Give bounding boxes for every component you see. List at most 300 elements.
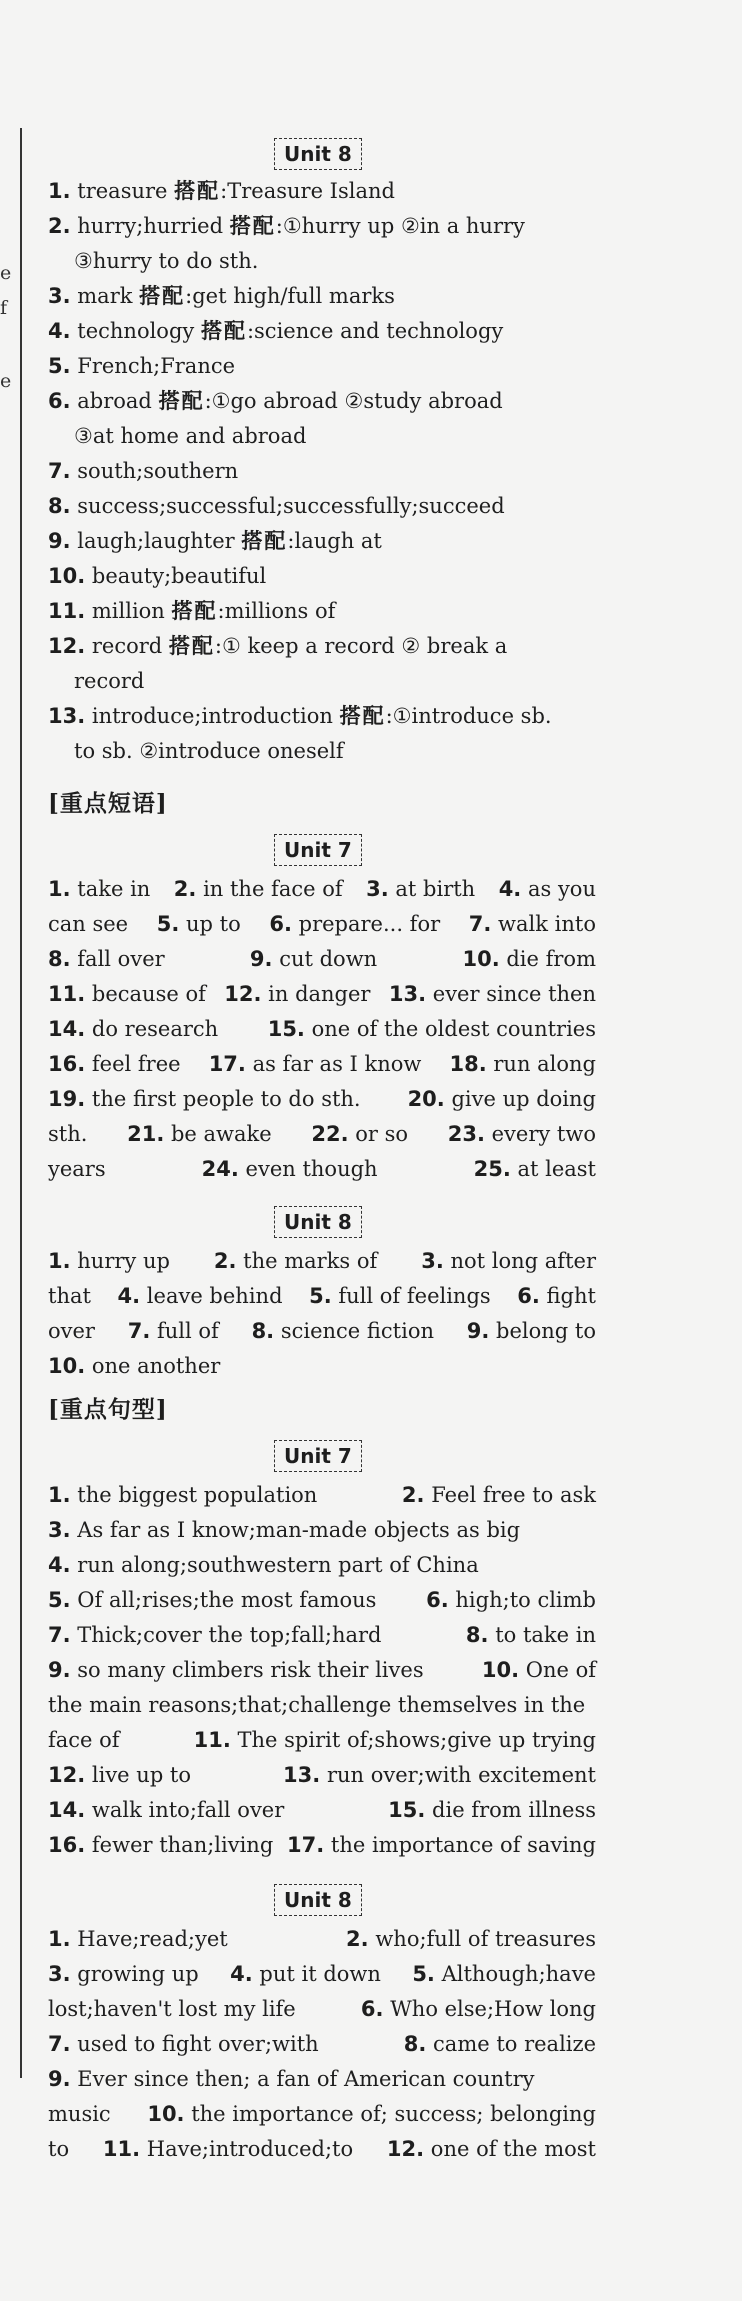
item-number: 6. bbox=[269, 912, 292, 936]
answer-item bbox=[389, 977, 596, 1011]
item-number: 6. bbox=[48, 389, 71, 413]
item-number: 13. bbox=[388, 982, 427, 1006]
item-number: 7. bbox=[48, 1623, 71, 1647]
answer-item bbox=[224, 977, 370, 1011]
answer-text: fall over bbox=[77, 947, 165, 971]
item-number: 1. bbox=[48, 1249, 71, 1273]
answer-text: to take in bbox=[495, 1623, 596, 1647]
item-number: 10. bbox=[147, 2102, 185, 2126]
vocab-word: beauty;beautiful bbox=[85, 564, 267, 588]
unit-7-heading: Unit 7 bbox=[274, 834, 362, 866]
item-number: 13. bbox=[48, 704, 86, 728]
answer-item bbox=[48, 2067, 534, 2091]
item-number: 24. bbox=[201, 1157, 239, 1181]
answer-text: lost;haven't lost my life bbox=[48, 1997, 296, 2021]
answer-text: who;full of treasures bbox=[375, 1927, 596, 1951]
item-number: 2. bbox=[346, 1927, 369, 1951]
answer-text: cut down bbox=[279, 947, 378, 971]
answer-text: Of all;rises;the most famous bbox=[77, 1588, 377, 1612]
item-number: 1. bbox=[48, 1483, 71, 1507]
answer-line bbox=[48, 1244, 596, 1278]
answer-text: years bbox=[48, 1157, 106, 1181]
answer-text: prepare... for bbox=[298, 912, 441, 936]
answer-item bbox=[366, 872, 475, 906]
collocation-label: 搭配 bbox=[174, 178, 221, 203]
collocation-continued: ③at home and abroad bbox=[74, 424, 307, 448]
answer-text: As far as I know;man-made objects as big bbox=[77, 1518, 521, 1542]
item-number: 5. bbox=[156, 912, 180, 936]
item-number: 3. bbox=[421, 1249, 444, 1273]
item-number: 2. bbox=[173, 877, 197, 901]
answer-text: sth. bbox=[48, 1122, 88, 1146]
answer-item bbox=[387, 2132, 596, 2166]
unit-7-heading: Unit 7 bbox=[274, 1440, 362, 1472]
answer-text: put it down bbox=[259, 1962, 381, 1986]
answer-text: as far as I know bbox=[252, 1052, 422, 1076]
collocation-text: get high/full marks bbox=[192, 284, 395, 308]
item-number: 18. bbox=[449, 1052, 487, 1076]
item-number: 9. bbox=[48, 2067, 71, 2091]
item-number: 2. bbox=[401, 1483, 425, 1507]
unit-8-heading: Unit 8 bbox=[274, 1884, 362, 1916]
answer-text: science fiction bbox=[280, 1319, 435, 1343]
answer-text: run along;southwestern part of China bbox=[77, 1553, 479, 1577]
answer-line bbox=[48, 1279, 596, 1313]
item-number: 22. bbox=[311, 1122, 349, 1146]
answer-text: Ever since then; a fan of American country bbox=[77, 2067, 535, 2091]
vocab-word: success;successful;successfully;succeed bbox=[70, 494, 505, 518]
item-number: 4. bbox=[230, 1962, 253, 1986]
answer-item bbox=[147, 2097, 596, 2131]
answer-item bbox=[269, 907, 440, 941]
answer-item bbox=[194, 1723, 596, 1757]
answer-text: Although;have bbox=[441, 1962, 596, 1986]
answer-line bbox=[74, 419, 306, 453]
answer-text: one another bbox=[91, 1354, 221, 1378]
answer-item bbox=[48, 1314, 95, 1348]
margin-fragment: e bbox=[0, 370, 12, 392]
vocab-word: record bbox=[85, 634, 163, 658]
answer-text: because of bbox=[91, 982, 206, 1006]
answer-item bbox=[214, 1244, 377, 1278]
item-number: 8. bbox=[48, 947, 71, 971]
answer-text: live up to bbox=[91, 1763, 192, 1787]
item-number: 17. bbox=[208, 1052, 246, 1076]
answer-line bbox=[48, 1152, 596, 1186]
answer-item bbox=[118, 1279, 283, 1313]
section-sentences-heading: [重点句型] bbox=[48, 1396, 168, 1423]
answer-line: 11. million 搭配:millions of bbox=[48, 598, 336, 623]
item-number: 21. bbox=[127, 1122, 165, 1146]
vocab-word: French;France bbox=[70, 354, 236, 378]
item-number: 12. bbox=[224, 982, 262, 1006]
answer-item bbox=[474, 1152, 596, 1186]
answer-item bbox=[48, 1583, 376, 1617]
answer-text: face of bbox=[48, 1728, 120, 1752]
item-number: 7. bbox=[48, 2032, 71, 2056]
answer-line bbox=[48, 1478, 596, 1512]
answer-text: belong to bbox=[496, 1319, 596, 1343]
answer-text: fight bbox=[546, 1284, 596, 1308]
answer-item bbox=[402, 1478, 596, 1512]
item-number: 23. bbox=[447, 1122, 485, 1146]
item-number: 5. bbox=[412, 1962, 435, 1986]
answer-line bbox=[48, 489, 505, 523]
item-number: 8. bbox=[48, 494, 71, 518]
item-number: 9. bbox=[48, 529, 71, 553]
answer-item bbox=[48, 2027, 319, 2061]
answer-text: hurry up bbox=[77, 1249, 170, 1273]
answer-text: high;to climb bbox=[455, 1588, 596, 1612]
answer-item bbox=[48, 1047, 181, 1081]
item-number: 10. bbox=[462, 947, 500, 971]
answer-line bbox=[48, 1828, 596, 1862]
answer-item bbox=[426, 1583, 596, 1617]
answer-line bbox=[48, 872, 596, 906]
answer-item bbox=[48, 907, 128, 941]
item-number: 3. bbox=[48, 284, 71, 308]
answer-item bbox=[404, 2027, 596, 2061]
answer-item bbox=[421, 1244, 596, 1278]
vocab-word: technology bbox=[70, 319, 195, 343]
answer-text: fewer than;living bbox=[91, 1833, 274, 1857]
answer-text: Feel free to ask bbox=[431, 1483, 596, 1507]
item-number: 8. bbox=[251, 1319, 275, 1343]
answer-item bbox=[412, 1957, 596, 1991]
item-number: 2. bbox=[48, 214, 71, 238]
answer-line bbox=[48, 1548, 479, 1582]
item-number: 8. bbox=[465, 1623, 489, 1647]
answer-text: Thick;cover the top;fall;hard bbox=[77, 1623, 382, 1647]
item-number: 11. bbox=[193, 1728, 231, 1752]
answer-item bbox=[103, 2132, 353, 2166]
answer-text: at least bbox=[517, 1157, 596, 1181]
item-number: 11. bbox=[48, 599, 86, 623]
answer-item bbox=[48, 1693, 585, 1717]
answer-text: Have;introduced;to bbox=[146, 2137, 354, 2161]
item-number: 25. bbox=[473, 1157, 511, 1181]
item-number: 19. bbox=[48, 1087, 86, 1111]
answer-text: take in bbox=[77, 877, 151, 901]
item-number: 4. bbox=[48, 319, 71, 343]
answer-text: the importance of saving bbox=[330, 1833, 596, 1857]
answer-text: came to realize bbox=[433, 2032, 596, 2056]
item-number: 6. bbox=[360, 1997, 384, 2021]
margin-rule bbox=[20, 128, 22, 2078]
item-number: 11. bbox=[102, 2137, 141, 2161]
vocab-word: million bbox=[85, 599, 165, 623]
answer-item bbox=[517, 1279, 596, 1313]
answer-text: can see bbox=[48, 912, 129, 936]
item-number: 13. bbox=[283, 1763, 321, 1787]
answer-item bbox=[467, 1314, 596, 1348]
item-number: 10. bbox=[48, 564, 86, 588]
answer-text: give up doing bbox=[451, 1087, 596, 1111]
answer-item bbox=[469, 907, 596, 941]
collocation-label: 搭配 bbox=[139, 283, 186, 308]
answer-item bbox=[482, 1653, 596, 1687]
item-number: 15. bbox=[388, 1798, 426, 1822]
answer-line bbox=[48, 942, 596, 976]
answer-line bbox=[48, 1992, 596, 2026]
item-number: 14. bbox=[48, 1017, 86, 1041]
item-number: 3. bbox=[48, 1962, 71, 1986]
answer-text: even though bbox=[245, 1157, 378, 1181]
answer-line bbox=[48, 2132, 596, 2166]
item-number: 9. bbox=[48, 1658, 71, 1682]
item-number: 5. bbox=[309, 1284, 332, 1308]
item-number: 17. bbox=[287, 1833, 325, 1857]
vocab-word: introduce;introduction bbox=[85, 704, 333, 728]
item-number: 12. bbox=[48, 1763, 86, 1787]
item-number: 4. bbox=[117, 1284, 141, 1308]
answer-text: leave behind bbox=[146, 1284, 283, 1308]
answer-line: 9. laugh;laughter 搭配:laugh at bbox=[48, 528, 382, 553]
answer-text: to bbox=[48, 2137, 70, 2161]
collocation-text: ①introduce sb. bbox=[392, 704, 552, 728]
answer-line: 6. abroad 搭配:①go abroad ②study abroad bbox=[48, 388, 503, 413]
answer-text: or so bbox=[355, 1122, 409, 1146]
answer-line bbox=[48, 1012, 596, 1046]
item-number: 20. bbox=[407, 1087, 445, 1111]
answer-line bbox=[48, 2097, 596, 2131]
answer-line bbox=[48, 1793, 596, 1827]
item-number: 1. bbox=[48, 877, 71, 901]
margin-fragment: f bbox=[0, 297, 8, 319]
answer-text: not long after bbox=[450, 1249, 596, 1273]
vocab-word: hurry;hurried bbox=[70, 214, 224, 238]
item-number: 2. bbox=[213, 1249, 237, 1273]
answer-line bbox=[48, 1618, 596, 1652]
item-number: 4. bbox=[498, 877, 522, 901]
answer-text: in danger bbox=[268, 982, 371, 1006]
answer-line bbox=[48, 1314, 596, 1348]
vocab-word: abroad bbox=[70, 389, 152, 413]
answer-item bbox=[48, 1012, 218, 1046]
answer-text: growing up bbox=[77, 1962, 199, 1986]
answer-text: one of the most bbox=[430, 2137, 596, 2161]
answer-line: 13. introduce;introduction 搭配:①introduce sb. bbox=[48, 703, 552, 728]
answer-item bbox=[48, 1618, 382, 1652]
item-number: 3. bbox=[48, 1518, 71, 1542]
item-number: 7. bbox=[468, 912, 492, 936]
answer-line bbox=[48, 1957, 596, 1991]
answer-item bbox=[287, 1828, 596, 1862]
answer-item bbox=[48, 1354, 220, 1378]
answer-item bbox=[128, 1314, 219, 1348]
answer-text: full of feelings bbox=[338, 1284, 491, 1308]
answer-text: in the face of bbox=[203, 877, 343, 901]
answer-item bbox=[48, 2132, 69, 2166]
collocation-label: 搭配 bbox=[241, 528, 288, 553]
item-number: 15. bbox=[267, 1017, 305, 1041]
item-number: 7. bbox=[127, 1319, 151, 1343]
collocation-text: millions of bbox=[224, 599, 336, 623]
answer-line bbox=[48, 1583, 596, 1617]
answer-item bbox=[48, 1279, 91, 1313]
answer-text: ever since then bbox=[432, 982, 596, 1006]
item-number: 10. bbox=[481, 1658, 520, 1682]
answer-line bbox=[48, 977, 596, 1011]
answer-item bbox=[48, 1518, 520, 1542]
answer-line bbox=[48, 454, 238, 488]
answer-item bbox=[48, 1957, 199, 1991]
unit-8-heading: Unit 8 bbox=[274, 138, 362, 170]
answer-line bbox=[48, 907, 596, 941]
answer-line bbox=[48, 559, 266, 593]
answer-line: 2. hurry;hurried 搭配:①hurry up ②in a hurry bbox=[48, 213, 525, 238]
answer-item bbox=[48, 1478, 317, 1512]
item-number: 16. bbox=[48, 1052, 86, 1076]
answer-text: run along bbox=[493, 1052, 596, 1076]
answer-item bbox=[388, 1793, 596, 1827]
answer-item bbox=[250, 942, 377, 976]
vocab-word: mark bbox=[70, 284, 133, 308]
item-number: 11. bbox=[48, 982, 86, 1006]
item-number: 12. bbox=[48, 634, 86, 658]
answer-item bbox=[48, 1653, 424, 1687]
answer-line: 3. mark 搭配:get high/full marks bbox=[48, 283, 395, 308]
collocation-continued: ③hurry to do sth. bbox=[74, 249, 259, 273]
answer-item bbox=[127, 1117, 272, 1151]
answer-text: One of bbox=[525, 1658, 596, 1682]
collocation-text: ① keep a record ② break a bbox=[222, 634, 508, 658]
answer-item bbox=[48, 1152, 106, 1186]
answer-item bbox=[48, 1723, 120, 1757]
answer-item bbox=[48, 977, 206, 1011]
item-number: 14. bbox=[48, 1798, 86, 1822]
answer-line bbox=[48, 1117, 596, 1151]
answer-text: the main reasons;that;challenge themselves in the bbox=[48, 1693, 586, 1717]
answer-item bbox=[252, 1314, 434, 1348]
answer-item bbox=[48, 1922, 228, 1956]
item-number: 6. bbox=[426, 1588, 449, 1612]
answer-item bbox=[230, 1957, 381, 1991]
item-number: 7. bbox=[48, 459, 71, 483]
answer-text: every two bbox=[491, 1122, 596, 1146]
answer-item bbox=[157, 907, 241, 941]
section-phrases-heading: [重点短语] bbox=[48, 790, 168, 817]
answer-item bbox=[48, 872, 150, 906]
answer-line bbox=[48, 1653, 596, 1687]
collocation-label: 搭配 bbox=[168, 633, 215, 658]
answer-line bbox=[48, 1758, 596, 1792]
collocation-text: ①hurry up ②in a hurry bbox=[282, 214, 525, 238]
answer-item bbox=[361, 1992, 596, 2026]
answer-item bbox=[48, 1244, 170, 1278]
answer-item bbox=[311, 1117, 408, 1151]
answer-item bbox=[466, 1618, 596, 1652]
item-number: 10. bbox=[48, 1354, 86, 1378]
answer-line bbox=[48, 1723, 596, 1757]
answer-text: walk into;fall over bbox=[91, 1798, 285, 1822]
vocab-word: south;southern bbox=[70, 459, 239, 483]
answer-text: up to bbox=[186, 912, 241, 936]
collocation-text: ①go abroad ②study abroad bbox=[211, 389, 503, 413]
answer-line bbox=[74, 734, 344, 768]
answer-text: be awake bbox=[170, 1122, 272, 1146]
answer-item bbox=[462, 942, 596, 976]
answer-text: music bbox=[48, 2102, 111, 2126]
vocab-word: treasure bbox=[70, 179, 168, 203]
answer-item bbox=[174, 872, 343, 906]
answer-text: run over;with excitement bbox=[326, 1763, 596, 1787]
answer-item bbox=[309, 1279, 491, 1313]
item-number: 9. bbox=[466, 1319, 490, 1343]
answer-line: 12. record 搭配:① keep a record ② break a bbox=[48, 633, 508, 658]
answer-line bbox=[74, 244, 258, 278]
answer-text: Have;read;yet bbox=[77, 1927, 228, 1951]
answer-item bbox=[283, 1758, 596, 1792]
answer-item bbox=[202, 1152, 378, 1186]
answer-text: feel free bbox=[91, 1052, 181, 1076]
answer-item bbox=[408, 1082, 596, 1116]
answer-line bbox=[48, 1922, 596, 1956]
answer-line bbox=[74, 664, 144, 698]
answer-text: full of bbox=[157, 1319, 219, 1343]
item-number: 9. bbox=[249, 947, 273, 971]
item-number: 12. bbox=[386, 2137, 425, 2161]
vocab-word: laugh;laughter bbox=[70, 529, 235, 553]
margin-fragment: e bbox=[0, 262, 12, 284]
answer-item bbox=[48, 1553, 479, 1577]
answer-text: so many climbers risk their lives bbox=[77, 1658, 424, 1682]
collocation-label: 搭配 bbox=[339, 703, 386, 728]
collocation-text: science and technology bbox=[254, 319, 504, 343]
answer-text: walk into bbox=[498, 912, 596, 936]
answer-text: over bbox=[48, 1319, 95, 1343]
answer-line bbox=[48, 349, 235, 383]
answer-item bbox=[209, 1047, 422, 1081]
item-number: 6. bbox=[517, 1284, 540, 1308]
answer-text: at birth bbox=[395, 877, 476, 901]
collocation-label: 搭配 bbox=[200, 318, 247, 343]
item-number: 8. bbox=[403, 2032, 427, 2056]
answer-text: the first people to do sth. bbox=[91, 1087, 361, 1111]
item-number: 5. bbox=[48, 354, 71, 378]
answer-line bbox=[48, 1513, 520, 1547]
answer-text: The spirit of;shows;give up trying bbox=[237, 1728, 596, 1752]
answer-item bbox=[48, 1117, 87, 1151]
collocation-continued: to sb. ②introduce oneself bbox=[74, 739, 344, 763]
answer-text: die from bbox=[506, 947, 596, 971]
answer-text: die from illness bbox=[432, 1798, 596, 1822]
answer-item bbox=[48, 1082, 361, 1116]
collocation-continued: record bbox=[74, 669, 145, 693]
answer-item bbox=[346, 1922, 596, 1956]
collocation-text: Treasure Island bbox=[227, 179, 395, 203]
answer-line bbox=[48, 1047, 596, 1081]
answer-text: Who else;How long bbox=[390, 1997, 596, 2021]
answer-item bbox=[268, 1012, 596, 1046]
item-number: 16. bbox=[48, 1833, 86, 1857]
answer-text: one of the oldest countries bbox=[311, 1017, 596, 1041]
answer-line bbox=[48, 1688, 585, 1722]
unit-8-heading: Unit 8 bbox=[274, 1206, 362, 1238]
answer-line bbox=[48, 2027, 596, 2061]
item-number: 4. bbox=[48, 1553, 71, 1577]
answer-text: that bbox=[48, 1284, 91, 1308]
answer-text: the biggest population bbox=[77, 1483, 318, 1507]
answer-text: do research bbox=[91, 1017, 219, 1041]
answer-item bbox=[48, 1758, 191, 1792]
collocation-label: 搭配 bbox=[229, 213, 276, 238]
answer-item bbox=[448, 1117, 596, 1151]
answer-line: 4. technology 搭配:science and technology bbox=[48, 318, 504, 343]
item-number: 1. bbox=[48, 179, 71, 203]
item-number: 5. bbox=[48, 1588, 71, 1612]
answer-item bbox=[449, 1047, 596, 1081]
